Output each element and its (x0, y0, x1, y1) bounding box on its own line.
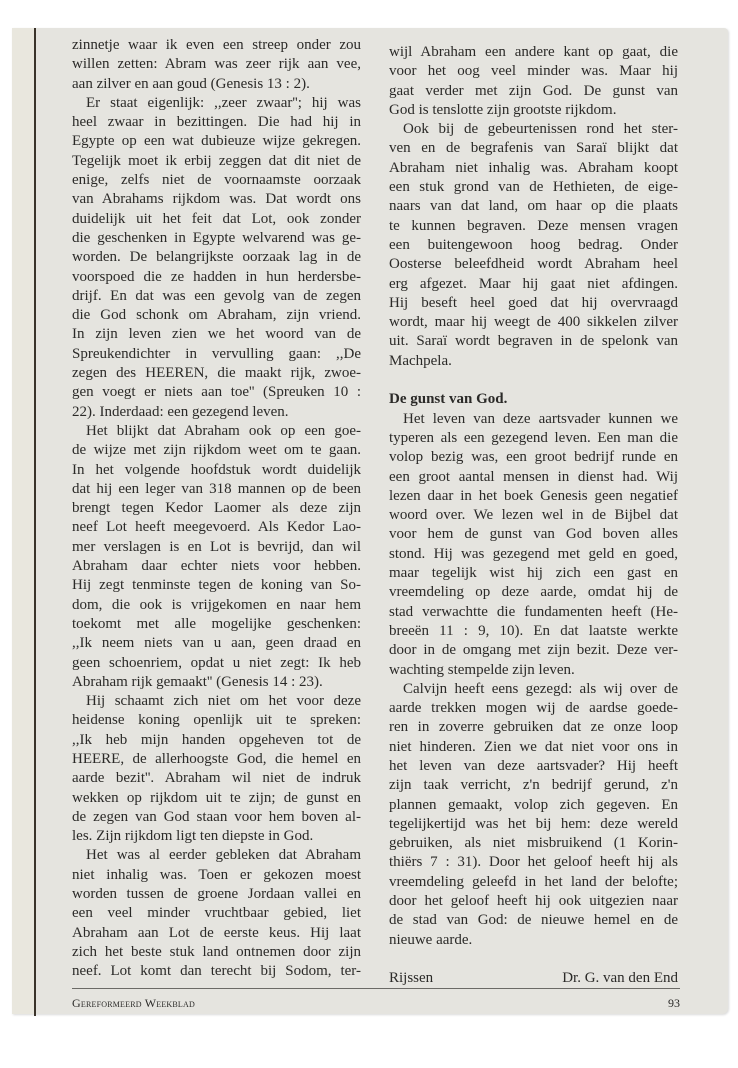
text-line: gen voegt er niets aan toe'' (Spreuken 10 : (72, 384, 361, 401)
text-line: Machpela. (389, 352, 452, 369)
text-line: Spreukendichter in vervulling gaan: ,,De (72, 345, 361, 362)
signature (389, 969, 678, 988)
text-line: aarde bezit''. Abraham wil niet de indruk (72, 770, 361, 787)
footer-rule (72, 988, 680, 989)
text-line: enige, zelfs niet de voornaamste oorzaak (72, 172, 361, 189)
text-line: toekomt met alle mogelijke geschenken: (72, 615, 361, 632)
right-paragraphs-bottom (389, 410, 678, 950)
text-line: stad verwachtte die fundamenten heeft (He- (389, 603, 678, 620)
footer-publication: Gereformeerd Weekblad (72, 996, 195, 1010)
text-line: een veel minder vruchtbaar gebied, liet (72, 905, 361, 922)
text-line: tegelijkertijd was het bij hem: deze wereld (389, 815, 678, 832)
text-line: God is tenslotte zijn grootste rijkdom. (389, 101, 617, 118)
text-line: aan zilver en aan goud (Genesis 13 : 2). (72, 75, 310, 92)
text-line: Egypte op een wat dubieuze wijze gekregen. (72, 133, 361, 150)
text-line: wijl Abraham een andere kant op gaat, die (389, 44, 678, 60)
text-line: van Abrahams rijkdom was. Dat wordt ons (72, 191, 361, 208)
right-column (389, 43, 678, 989)
text-line: plannen gemaakt, volop zich gegeven. En (389, 796, 678, 813)
text-line: een buitengewoon hoog bedrag. Onder (389, 236, 678, 253)
text-line: thiërs 7 : 31). Door het geloof heeft hij als (389, 854, 678, 871)
text-line: wordt, maar hij weegt de 400 sikkelen zilver (389, 314, 678, 331)
text-line: wachting stempelde zijn leven. (389, 661, 575, 678)
section-heading: De gunst van God. (389, 391, 508, 408)
text-line: Er staat eigenlijk: ,,zeer zwaar''; hij was (86, 94, 361, 111)
text-line: erg afgezet. Maar hij gaat niet afdingen. (389, 275, 678, 292)
text-line: nieuwe aarde. (389, 931, 473, 948)
text-line: wekken op rijkdom uit te zijn; de gunst en (72, 789, 361, 806)
text-line: niet hinderen. Zien we dat niet voor ons in (389, 738, 678, 755)
text-line: zegen des HEEREN, die maakt rijk, zwoe- (72, 365, 361, 382)
text-line: dom, die ook is vrijgekomen en naar hem (72, 596, 361, 613)
left-column (72, 36, 361, 982)
text-line: die God schonk om Abraham, zijn vriend. (72, 307, 361, 324)
signature-author: Dr. G. van den End (562, 970, 678, 987)
text-line: vreemdeling geleefd in het land der belofte; (389, 873, 678, 890)
text-line: volop bezig was, een groot bedrijf runde en (389, 449, 678, 466)
text-line: ,,Ik heb mijn handen opgeheven tot de (72, 731, 361, 748)
text-line: voor het oog veel minder was. Maar hij (389, 63, 678, 80)
text-line: heidense koning openlijk uit te spreken: (72, 712, 361, 729)
text-line: niet inhalig was. Toen er gekozen moest (72, 866, 361, 883)
text-line: aarde trekken mogen wij de aardse goede- (389, 700, 678, 717)
paragraph (72, 422, 361, 692)
text-line: de zegen van God staan voor hem boven al- (72, 808, 361, 825)
text-line: Hij schaamt zich niet om het voor deze (86, 693, 361, 710)
spacer (389, 950, 678, 969)
text-line: lezen daar in het boek Genesis geen negatief (389, 487, 678, 504)
paragraph (389, 680, 678, 950)
text-line: les. Zijn rijkdom ligt ten diepste in God. (72, 828, 314, 845)
text-line: Tegelijk moet ik erbij zeggen dat dit niet de (72, 152, 361, 169)
text-line: Calvijn heeft eens gezegd: als wij over de (403, 680, 678, 697)
text-line: duidelijk uit het feit dat Lot, ook zonder (72, 210, 361, 227)
paragraph (72, 846, 361, 981)
text-line: willen zetten: Abram was zeer rijk aan vee, (72, 56, 361, 73)
text-line: Het blijkt dat Abraham ook op een goe- (86, 422, 361, 439)
text-line: Hij zegt tenminste tegen de koning van So- (72, 577, 361, 594)
text-line: het leven van deze aartsvader? Hij heeft (389, 757, 678, 774)
text-line: Abraham niet inhalig was. Abraham koopt (389, 159, 678, 176)
paragraph (72, 36, 361, 94)
text-line: In zijn leven zien we het woord van de (72, 326, 361, 343)
text-line: uit. Saraï wordt begraven in de spelonk van (389, 333, 678, 350)
text-line: vreemdeling op deze aarde, omdat hij de (389, 584, 678, 601)
text-line: typeren als een gezegend leven. Een man die (389, 429, 678, 446)
text-line: ren in zoverre gebruiken dat ze onze loop (389, 719, 678, 736)
text-line: naars van dat land, om haar op die plaats (389, 198, 678, 215)
spacer (389, 371, 678, 390)
text-line: gebruiken, als niet misbruikend (1 Korin- (389, 835, 678, 852)
text-line: zich het beste stuk land ontnemen door zijn (72, 943, 361, 960)
text-line: Abraham daar echter niets voor hebben. (72, 558, 361, 575)
text-line: voorspoed die ze hadden in hun herdersbe- (72, 268, 361, 285)
page-number: 93 (668, 996, 680, 1010)
text-line: de wijze met zijn rijkdom weet om te gaan. (72, 442, 361, 459)
text-line: Het leven van deze aartsvader kunnen we (403, 410, 678, 427)
paragraph (72, 94, 361, 422)
text-line: breeën 11 : 9, 10). En dat laatste werkte (389, 622, 678, 639)
text-line: Abraham rijk gemaakt'' (Genesis 14 : 23). (72, 673, 323, 690)
text-line: HEERE, de allerhoogste God, die hemel en (72, 750, 361, 767)
text-line: stond. Hij was gezegend met geld en goed, (389, 545, 678, 562)
paragraph (72, 692, 361, 846)
text-line: neef. Lot komt dan terecht bij Sodom, ter- (72, 963, 361, 980)
text-line: In het volgende hoofdstuk wordt duidelijk (72, 461, 361, 478)
right-paragraphs-top (389, 43, 678, 371)
text-line: een stuk grond van de Hethieten, de eige- (389, 179, 678, 196)
text-line: ,,Ik neem niets van u aan, geen draad en (72, 635, 361, 652)
text-line: de stad van God: de nieuwe hemel en de (389, 912, 678, 929)
text-line: zijn taak verricht, z'n bedrijf gerund, z'n (389, 777, 678, 794)
text-line: Abraham aan Lot de eerste keus. Hij laat (72, 924, 361, 941)
text-line: Het was al eerder gebleken dat Abraham (86, 847, 361, 864)
paragraph (389, 43, 678, 120)
text-line: Oosterse beleefdheid wordt Abraham heel (389, 256, 678, 273)
text-line: gaat verder met zijn God. De gunst van (389, 82, 678, 99)
text-line: 22). Inderdaad: een gezegend leven. (72, 403, 289, 420)
text-line: door het geloof heeft hij ook uitgezien naar (389, 893, 678, 910)
text-line: maar tegelijk wist hij zich een gast en (389, 565, 678, 582)
text-line: voor hem de gunst van God boven alles (389, 526, 678, 543)
text-line: worden. De belangrijkste oorzaak lag in de (72, 249, 361, 266)
text-line: heel zwaar in bezittingen. Die had hij in (72, 114, 361, 131)
text-line: geen schoenriem, opdat u niet zegt: Ik heb (72, 654, 361, 671)
text-line: brengt tegen Kedor Laomer als deze zijn (72, 500, 361, 517)
text-line: worden tussen de groene Jordaan vallei en (72, 886, 361, 903)
text-line: dat hij een leger van 318 mannen op de been (72, 480, 361, 497)
text-line: zinnetje waar ik even een streep onder zou (72, 37, 361, 53)
text-line: Ook bij de gebeurtenissen rond het ster- (403, 121, 678, 138)
text-line: te kunnen begraven. Deze mensen vragen (389, 217, 678, 234)
left-paragraphs (72, 36, 361, 982)
binding-edge (34, 28, 36, 1016)
text-line: een groot aantal mensen in dienst had. Wij (389, 468, 678, 485)
text-line: woord over. We lezen wel in de Bijbel dat (389, 507, 678, 524)
signature-place: Rijssen (389, 970, 434, 987)
text-line: neef Lot heeft meegevoerd. Als Kedor Lao- (72, 519, 361, 536)
text-line: drijf. En dat was een gevolg van de zegen (72, 287, 361, 304)
text-line: Hij beseft heel goed dat hij overvraagd (389, 294, 678, 311)
text-line: die geschenken in Egypte welvarend was ge- (72, 229, 361, 246)
text-line: door in de omgang met zijn bezit. Deze ver- (389, 642, 678, 659)
text-line: mer verslagen is en Lot is bevrijd, dan wil (72, 538, 361, 555)
paragraph (389, 410, 678, 680)
paragraph (389, 120, 678, 371)
page-gutter (12, 28, 35, 1014)
text-line: ven en de begrafenis van Saraï blijkt dat (389, 140, 678, 157)
